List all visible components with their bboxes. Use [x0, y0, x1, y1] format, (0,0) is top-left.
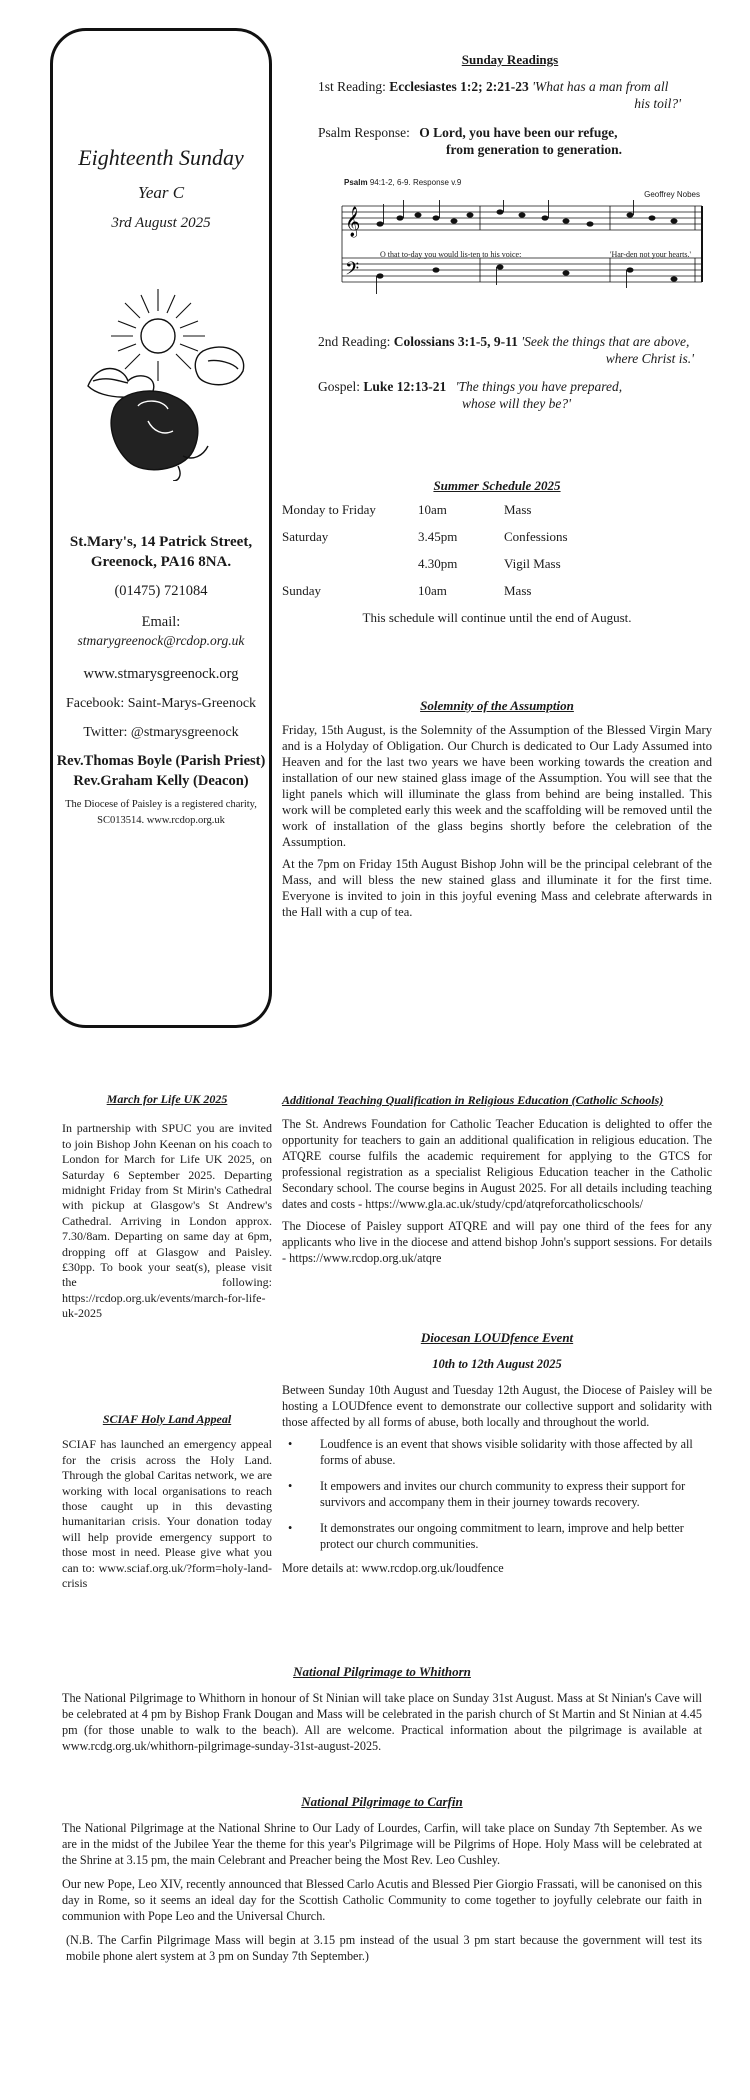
first-reading-label: 1st Reading:	[318, 79, 386, 94]
loudfence-section	[282, 1330, 712, 1576]
atqre-para-1: The St. Andrews Foundation for Catholic Teacher Education is delighted to offer the opportunity for teachers to gain an additional qualification in religious education. The ATQRE course fulfils the academic requirement for applying to the GTCS for professional registration as a specialist Religious Education teacher in the Catholic Secondary school. The course begins in August 2025. For all details including teaching dates and costs - https://www.gla.ac.uk/study/cpd/atqreforcatholicschools/	[282, 1117, 712, 1211]
gospel-label: Gospel:	[318, 379, 360, 394]
carfin-section	[62, 1794, 702, 1964]
charity-line-1: The Diocese of Paisley is a registered charity,	[65, 799, 257, 810]
liturgical-year: Year C	[137, 183, 185, 202]
assumption-para-2: At the 7pm on Friday 15th August Bishop John will be the principal celebrant of the Mass, and will bless the new stained glass and illuminate it for the first time. Everyone is invited to join in this joyful evening Mass and celebrate afterwards in the Hall with a cup of tea.	[282, 857, 712, 919]
schedule-time: 10am	[418, 583, 447, 598]
sunday-readings-section	[310, 52, 710, 68]
first-reading-quote-1: 'What has a man from all	[532, 79, 669, 94]
svg-text:𝄢: 𝄢	[345, 259, 360, 284]
phone-number: (01475) 721084	[114, 583, 208, 599]
schedule-day: Monday to Friday	[282, 502, 376, 517]
sciaf-heading: SCIAF Holy Land Appeal	[102, 1412, 232, 1426]
gospel-quote-2: whose will they be?'	[462, 396, 571, 411]
list-item: • Loudfence is an event that shows visible solidarity with those affected by all forms of abuse.	[282, 1436, 712, 1468]
second-reading	[318, 333, 718, 367]
readings-heading: Sunday Readings	[461, 52, 559, 67]
schedule-event: Mass	[504, 583, 532, 598]
loudfence-more[interactable]: More details at: www.rcdop.org.uk/loudfence	[282, 1561, 504, 1575]
music-lyrics-1: O that to-day you would lis-ten to his voice:	[380, 250, 522, 259]
email-address[interactable]: stmarygreenock@rcdop.org.uk	[77, 633, 245, 648]
whithorn-section	[62, 1664, 702, 1754]
assumption-para-1: Friday, 15th August, is the Solemnity of the Assumption of the Blessed Virgin Mary and is a Holyday of Obligation. Our Church is dedicated to Our Lady Assumed into Heaven and for the last two years we have been working towards the creation and installation of our new stained glass image of the Assumption. You will see that the light panels which will illuminate the glass from behind are being installed. This work will be completed early this week and the scaffolding will be removed until the work of installation of the glass begins shortly before the celebration of the Assumption.	[282, 723, 712, 849]
loudfence-heading: Diocesan LOUDfence Event	[420, 1330, 574, 1345]
second-reading-quote-2: where Christ is.'	[605, 351, 694, 366]
first-reading	[318, 78, 713, 112]
gospel-reading	[318, 378, 718, 412]
deacon: Rev.Graham Kelly (Deacon)	[73, 773, 249, 789]
address-line-2: Greenock, PA16 8NA.	[90, 554, 232, 570]
second-reading-label: 2nd Reading:	[318, 334, 391, 349]
gospel-ref: Luke 12:13-21	[363, 379, 447, 394]
march-heading: March for Life UK 2025	[106, 1092, 228, 1106]
atqre-section	[282, 1092, 712, 1266]
list-item: • It empowers and invites our church community to express their support for survivors and accompany them in their journey towards recovery.	[282, 1478, 712, 1510]
svg-text:𝄞: 𝄞	[345, 207, 361, 237]
music-psalm-ref-rest: 94:1-2, 6-9. Response v.9	[369, 178, 462, 187]
schedule-day: Sunday	[282, 583, 321, 598]
parish-info-panel	[50, 28, 272, 1028]
schedule-row	[282, 502, 568, 529]
psalm-text-1: O Lord, you have been our refuge,	[419, 125, 618, 140]
schedule-event: Confessions	[504, 529, 568, 544]
address-line-1: St.Mary's, 14 Patrick Street,	[69, 534, 253, 550]
schedule-heading: Summer Schedule 2025	[433, 478, 561, 493]
sciaf-body: SCIAF has launched an emergency appeal for the crisis across the Holy Land. Through the global Caritas network, we are working with local organisations to reach those caught up in this devasting humanitarian crisis. Your donation today will help provide emergency support to those most in need. Please give what you can to: www.sciaf.org.uk/?form=holy-land-crisis	[62, 1437, 272, 1591]
schedule-day	[282, 556, 418, 583]
parish-priest: Rev.Thomas Boyle (Parish Priest)	[56, 753, 266, 769]
sun-clouds-illustration	[83, 281, 253, 481]
schedule-note: This schedule will continue until the end of August.	[362, 610, 632, 625]
march-body: In partnership with SPUC you are invited to join Bishop John Keenan on his coach to London for March for Life UK 2025, on Saturday 6 September 2025. Departing midnight Friday from St Mirin's Cathedral with pickup at Glasgow's St Andrew's Cathedral. Arriving in London approx. 7.30/8am. Departing on same day at 6pm, dropping off at Glasgow and Paisley. £30pp. To book your seat(s), please visit the following: https://rcdop.org.uk/events/march-for-life-uk-2025	[62, 1121, 272, 1321]
schedule-event: Vigil Mass	[504, 556, 561, 571]
assumption-heading: Solemnity of the Assumption	[420, 698, 574, 713]
atqre-para-2: The Diocese of Paisley support ATQRE and will pay one third of the fees for any applicants who live in the diocese and attend bishop John's support sessions. For details - https://www.rcdop.org.uk/atqre	[282, 1219, 712, 1265]
loudfence-bullets	[282, 1436, 712, 1552]
assumption-section	[282, 698, 712, 920]
loudfence-intro: Between Sunday 10th August and Tuesday 12th August, the Diocese of Paisley will be hosting a LOUDfence event to demonstrate our collective support and solidarity with those affected by all forms of abuse, both locally and throughout the world.	[282, 1383, 712, 1429]
loudfence-dates: 10th to 12th August 2025	[432, 1357, 562, 1371]
schedule-table	[282, 502, 568, 610]
facebook-handle[interactable]: Facebook: Saint-Marys-Greenock	[65, 696, 257, 711]
whithorn-body: The National Pilgrimage to Whithorn in honour of St Ninian will take place on Sunday 31st August. Mass at St Ninian's Cave will be celebrated at 4 pm by Bishop Frank Dougan and Mass will be celebrated in the parish church of St Martin and St Ninian at 4.45 pm (for those unable to walk to the beach). All are welcome. Practical information about the pilgrimage is available at www.rcdg.org.uk/whithorn-pilgrimage-sunday-31st-august-2025.	[62, 1691, 702, 1753]
sunday-date: 3rd August 2025	[111, 215, 211, 231]
first-reading-ref: Ecclesiastes 1:2; 2:21-23	[389, 79, 529, 94]
schedule-row	[282, 556, 568, 583]
schedule-row	[282, 583, 568, 610]
psalm-label: Psalm Response:	[318, 125, 410, 140]
psalm-music-score	[340, 178, 710, 308]
music-composer: Geoffrey Nobes	[644, 190, 700, 199]
carfin-para-1: The National Pilgrimage at the National Shrine to Our Lady of Lourdes, Carfin, will take place on Sunday 7th September. As we are in the midst of the Jubilee Year the theme for this year's Pilgrimage will be Pilgrims of Hope. Holy Mass will be celebrated at the Shrine at 3.15 pm, the main Celebrant and Preacher being the Most Rev. Leo Cushley.	[62, 1821, 702, 1867]
second-reading-ref: Colossians 3:1-5, 9-11	[393, 334, 518, 349]
atqre-heading: Additional Teaching Qualification in Religious Education (Catholic Schools)	[282, 1093, 664, 1107]
charity-line-2: SC013514. www.rcdop.org.uk	[97, 815, 225, 826]
psalm-text-2: from generation to generation.	[446, 142, 622, 157]
carfin-heading: National Pilgrimage to Carfin	[301, 1794, 463, 1809]
twitter-handle[interactable]: Twitter: @stmarysgreenock	[83, 725, 239, 740]
email-label: Email:	[141, 614, 181, 630]
first-reading-quote-2: his toil?'	[634, 96, 681, 111]
schedule-day: Saturday	[282, 529, 329, 544]
gospel-quote-1: 'The things you have prepared,	[455, 379, 623, 394]
website-link[interactable]: www.stmarysgreenock.org	[83, 666, 239, 682]
schedule-time: 10am	[418, 502, 447, 517]
sunday-title: Eighteenth Sunday	[78, 145, 244, 170]
schedule-row	[282, 529, 568, 556]
music-lyrics-2: 'Har-den not your hearts.'	[610, 250, 691, 259]
schedule-time: 3.45pm	[418, 529, 458, 544]
carfin-para-2: Our new Pope, Leo XIV, recently announced that Blessed Carlo Acutis and Blessed Pier Giorgio Frassati, will be canonised on this day in Rome, so it seems an ideal day for the Scottish Catholic Community to come together to joyfully celebrate our faith in communion with Pope Leo and the Universal Church.	[62, 1877, 702, 1923]
schedule-time: 4.30pm	[418, 556, 458, 571]
summer-schedule-section	[282, 478, 712, 626]
second-reading-quote-1: 'Seek the things that are above,	[521, 334, 690, 349]
list-item: • It demonstrates our ongoing commitment to learn, improve and help better protect our church communities.	[282, 1520, 712, 1552]
schedule-event: Mass	[504, 502, 532, 517]
march-for-life-section	[62, 1092, 272, 1322]
music-psalm-ref: Psalm	[344, 178, 368, 187]
whithorn-heading: National Pilgrimage to Whithorn	[293, 1664, 471, 1679]
carfin-note: (N.B. The Carfin Pilgrimage Mass will begin at 3.15 pm instead of the usual 3 pm start because the government will test its mobile phone alert system at 3 pm on Sunday 7th September.)	[66, 1933, 702, 1963]
sciaf-section	[62, 1412, 272, 1591]
psalm-response	[318, 124, 718, 158]
